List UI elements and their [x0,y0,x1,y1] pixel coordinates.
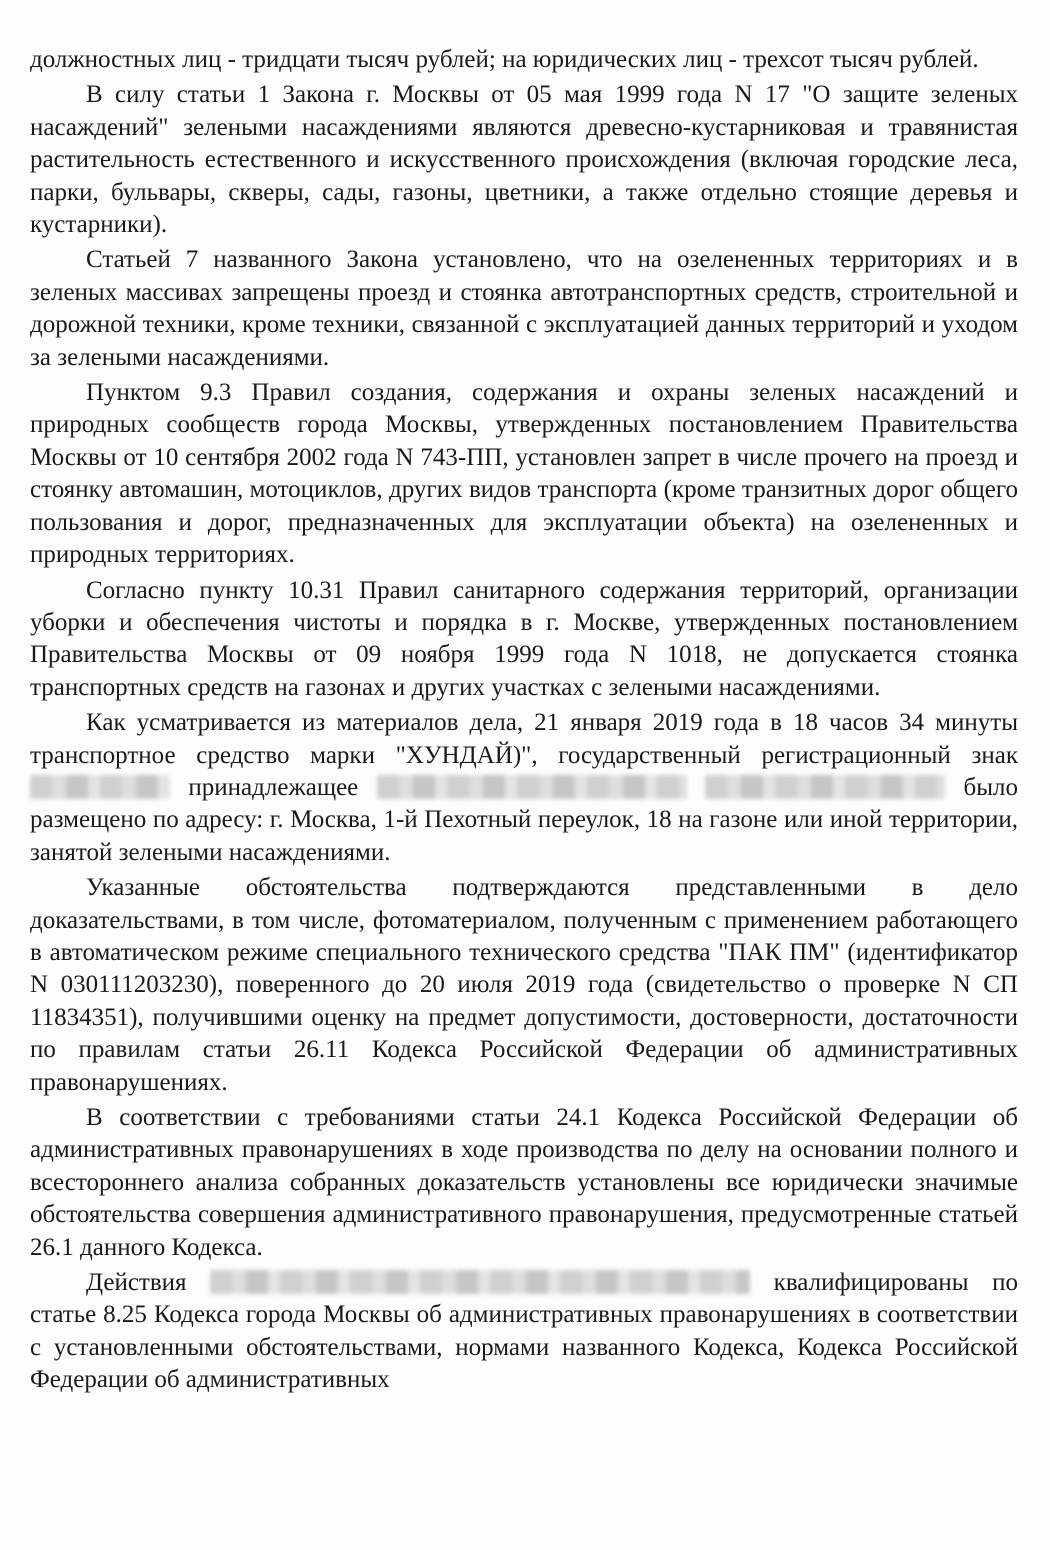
redacted-owner-name [377,775,687,799]
paragraph-article-7 [30,244,1018,374]
paragraph-text: Действия [86,1269,187,1297]
redacted-owner-name-continued [705,775,945,799]
paragraph-text: было размещено по адресу: г. Москва, 1-й Пехотный переулок, 18 на газоне или иной территории, занятой зелеными насаждениями. [30,773,1019,866]
paragraph-text: Как усматривается из материалов дела, 21 января 2019 года в 18 часов 34 минуты транспортное средство марки "ХУНДАЙ)", государственный регистрационный знак [30,709,1018,769]
paragraph-text: Пунктом 9.3 Правил создания, содержания и охраны зеленых насаждений и природных сообществ города Москвы, утвержденных постановлением Правительства Москвы от 10 сентября 2002 года N 743-ПП, установлен запрет в числе прочего на проезд и стоянку автомашин, мотоциклов, других видов транспорта (кроме транзитных дорог общего пользования и дорог, предназначенных для эксплуатации объекта) на озелененных и природных территориях. [30,379,1018,569]
paragraph-rule-10-31 [30,575,1018,705]
paragraph-rule-9-3 [30,377,1018,571]
paragraph-text: В силу статьи 1 Закона г. Москвы от 05 мая 1999 года N 17 "О защите зеленых насаждений" зелеными насаждениями являются древесно-кустарниковая и травянистая растительность естественного и искусственного происхождения (включая городские леса, парки, бульвары, скверы, сады, газоны, цветники, а также отдельно стоящие деревья и кустарники). [30,81,1018,239]
paragraph-evidence [30,872,1018,1099]
paragraph-text: В соответствии с требованиями статьи 24.1 Кодекса Российской Федерации об административных правонарушениях в ходе производства по делу на основании полного и всестороннего анализа собранных доказательств установлены все юридически значимые обстоятельства совершения административного правонарушения, предусмотренные статьей 26.1 данного Кодекса. [30,1104,1018,1261]
paragraph-article-24-1 [30,1102,1018,1264]
paragraph-text: должностных лиц - тридцати тысяч рублей; на юридических лиц - трехсот тысяч рублей. [30,46,979,73]
paragraph-text: Согласно пункту 10.31 Правил санитарного содержания территорий, организации уборки и обеспечения чистоты и порядка в г. Москве, утвержденных постановлением Правительства Москвы от 09 ноября 1999 года N 1018, не допускается стоянка транспортных средств на газонах и других участках с зелеными насаждениями. [30,576,1018,701]
paragraph-text: Указанные обстоятельства подтверждаются представленными в дело доказательствами, в том числе, фотоматериалом, полученным с применением работающего в автоматическом режиме специального технического средства "ПАК ПМ" (идентификатор N 030111203230), поверенного до 20 июля 2019 года (свидетельство о проверке N СП 11834351), получившими оценку на предмет допустимости, достоверности, достаточности по правилам статьи 26.11 Кодекса Российской Федерации об административных правонарушениях. [30,874,1018,1096]
paragraph-green-spaces-law [30,79,1018,241]
redacted-plate-number [30,775,170,799]
redacted-person-name [210,1270,750,1294]
paragraph-text: принадлежащее [188,773,359,801]
paragraph-case-facts [30,707,1018,869]
paragraph-fines-continuation [30,44,1018,76]
paragraph-qualification [30,1267,1018,1397]
paragraph-text: Статьей 7 названного Закона установлено, что на озелененных территориях и в зеленых массивах запрещены проезд и стоянка автотранспортных средств, строительной и дорожной техники, кроме техники, связанной с эксплуатацией данных территорий и уходом за зелеными насаждениями. [30,246,1018,371]
paragraph-text: квалифицированы по статье 8.25 Кодекса города Москвы об административных правонарушениях в соответствии с установленными обстоятельствами, нормами названного Кодекса, Кодекса Российской Федерации об административных [30,1269,1018,1394]
